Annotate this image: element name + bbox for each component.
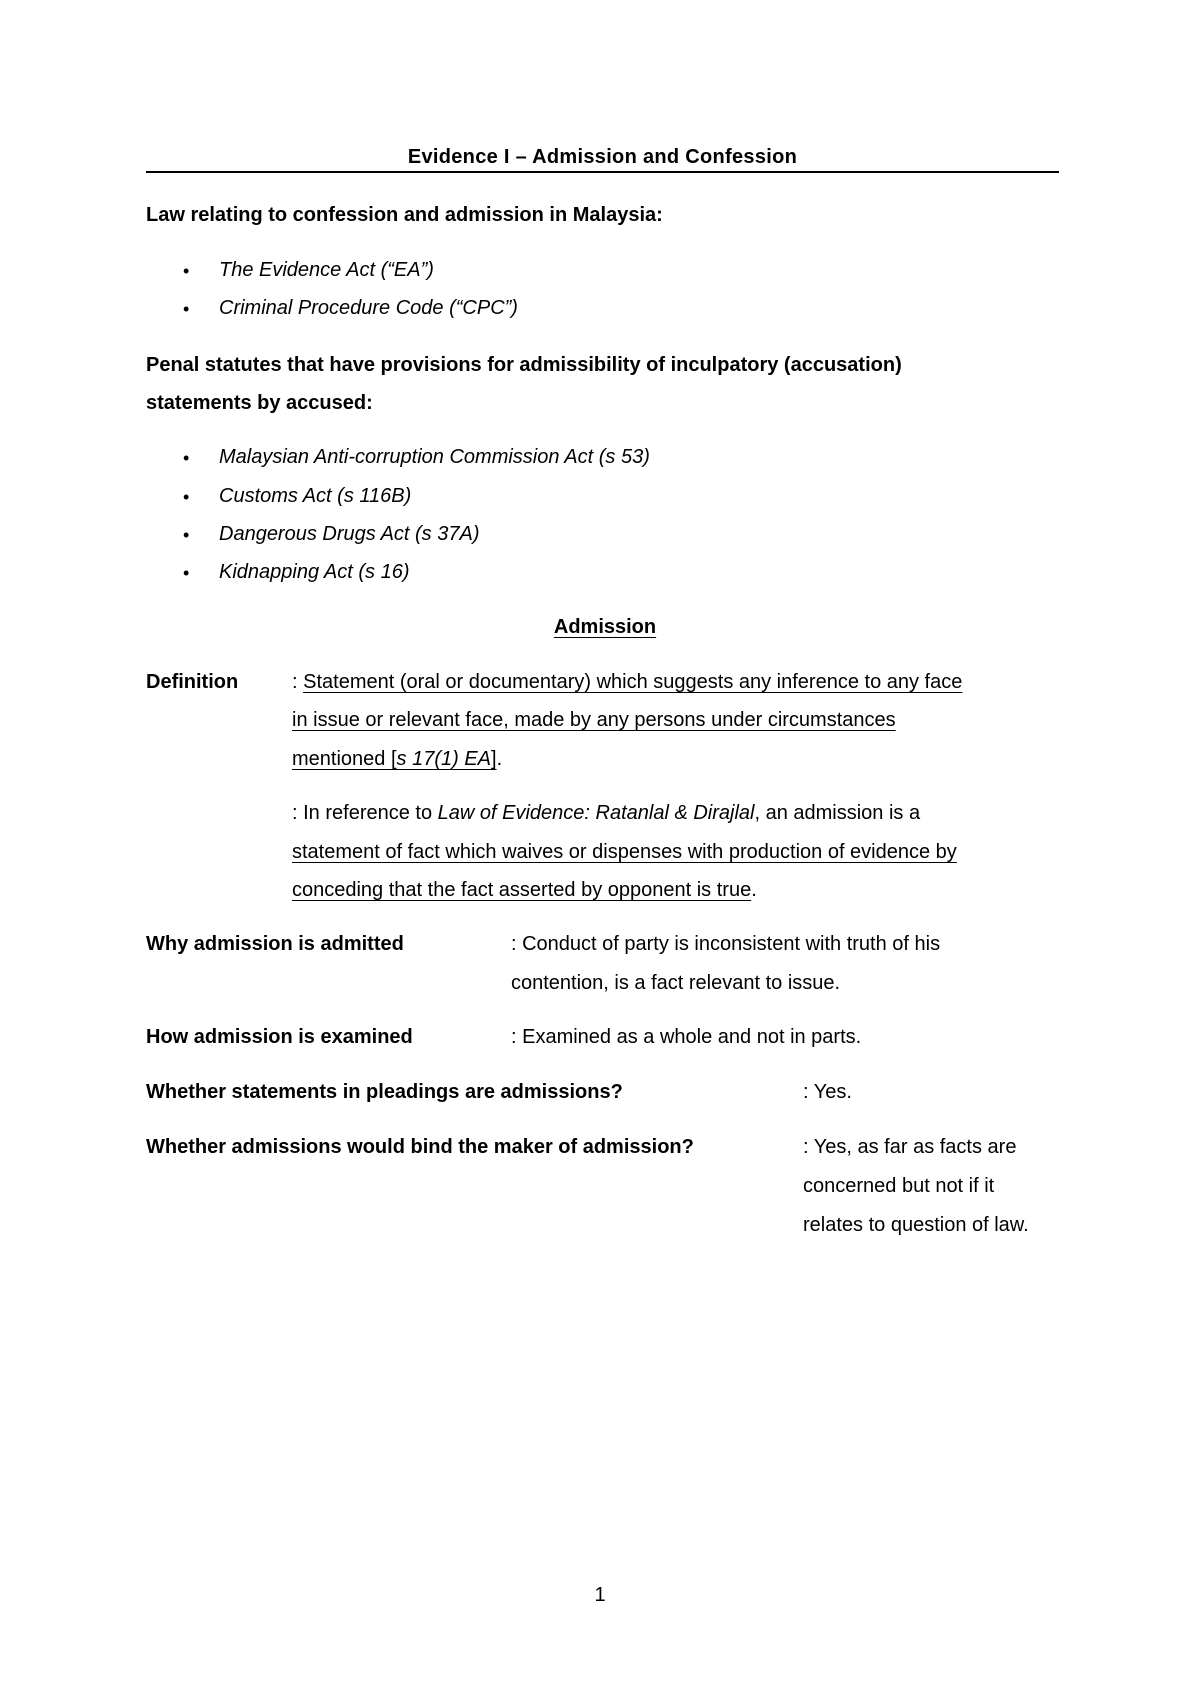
definition-period: . bbox=[496, 748, 503, 770]
bullet-icon: • bbox=[183, 448, 190, 468]
reference-period: . bbox=[751, 879, 757, 901]
title-underline-rule bbox=[146, 171, 1059, 173]
bullet-icon: • bbox=[183, 487, 190, 507]
how-label: How admission is examined bbox=[146, 1026, 413, 1048]
reference-conceding: conceding that the fact asserted by opponent is true bbox=[292, 879, 752, 901]
reference-prefix: : In reference to bbox=[292, 802, 438, 824]
citation-close: ] bbox=[491, 748, 497, 770]
definition-line-3 bbox=[292, 748, 502, 771]
list-item: Criminal Procedure Code (“CPC”) bbox=[219, 297, 518, 319]
section-heading-penal-line2: statements by accused: bbox=[146, 392, 373, 414]
list-item: Malaysian Anti-corruption Commission Act (s 53) bbox=[219, 446, 650, 468]
list-item: Customs Act (s 116B) bbox=[219, 485, 412, 507]
definition-line-2: in issue or relevant face, made by any persons under circumstances bbox=[292, 709, 896, 731]
pleadings-value: : Yes. bbox=[803, 1081, 852, 1103]
bind-value-line-2: concerned but not if it bbox=[803, 1175, 995, 1197]
reference-line-3 bbox=[292, 879, 757, 902]
admission-heading: Admission bbox=[553, 616, 657, 638]
bind-value-line-3: relates to question of law. bbox=[803, 1214, 1029, 1236]
bullet-icon: • bbox=[183, 525, 190, 545]
definition-label: Definition bbox=[146, 671, 239, 693]
bullet-icon: • bbox=[183, 563, 190, 583]
list-item: Dangerous Drugs Act (s 37A) bbox=[219, 523, 480, 545]
definition-text: Statement (oral or documentary) which suggests any inference to any face bbox=[303, 671, 963, 693]
statute-citation: s 17(1) EA bbox=[396, 748, 491, 770]
why-value-line-2: contention, is a fact relevant to issue. bbox=[511, 972, 841, 994]
why-label: Why admission is admitted bbox=[146, 933, 404, 955]
bullet-icon: • bbox=[183, 299, 190, 319]
section-heading-penal-line1: Penal statutes that have provisions for admissibility of inculpatory (accusation) bbox=[146, 354, 902, 376]
bind-value-line-1: : Yes, as far as facts are bbox=[803, 1136, 1017, 1158]
reference-line-2: statement of fact which waives or dispenses with production of evidence by bbox=[292, 841, 957, 863]
pleadings-label: Whether statements in pleadings are admissions? bbox=[146, 1081, 623, 1103]
book-title: Law of Evidence: Ratanlal & Dirajlal bbox=[437, 802, 755, 824]
bullet-icon: • bbox=[183, 261, 190, 281]
section-heading-law: Law relating to confession and admission in Malaysia: bbox=[146, 204, 663, 226]
why-value-line-1: : Conduct of party is inconsistent with truth of his bbox=[511, 933, 941, 955]
list-item: The Evidence Act (“EA”) bbox=[219, 259, 434, 281]
how-value: : Examined as a whole and not in parts. bbox=[511, 1026, 862, 1048]
bind-label: Whether admissions would bind the maker of admission? bbox=[146, 1136, 694, 1158]
list-item: Kidnapping Act (s 16) bbox=[219, 561, 410, 583]
definition-mentioned: mentioned [ bbox=[292, 748, 397, 770]
reference-rest: , an admission is a bbox=[754, 802, 921, 824]
definition-line-1 bbox=[292, 671, 962, 694]
reference-line-1 bbox=[292, 802, 920, 825]
document-title: Evidence I – Admission and Confession bbox=[407, 146, 798, 168]
page-number: 1 bbox=[594, 1584, 606, 1606]
definition-prefix: : bbox=[292, 671, 304, 693]
